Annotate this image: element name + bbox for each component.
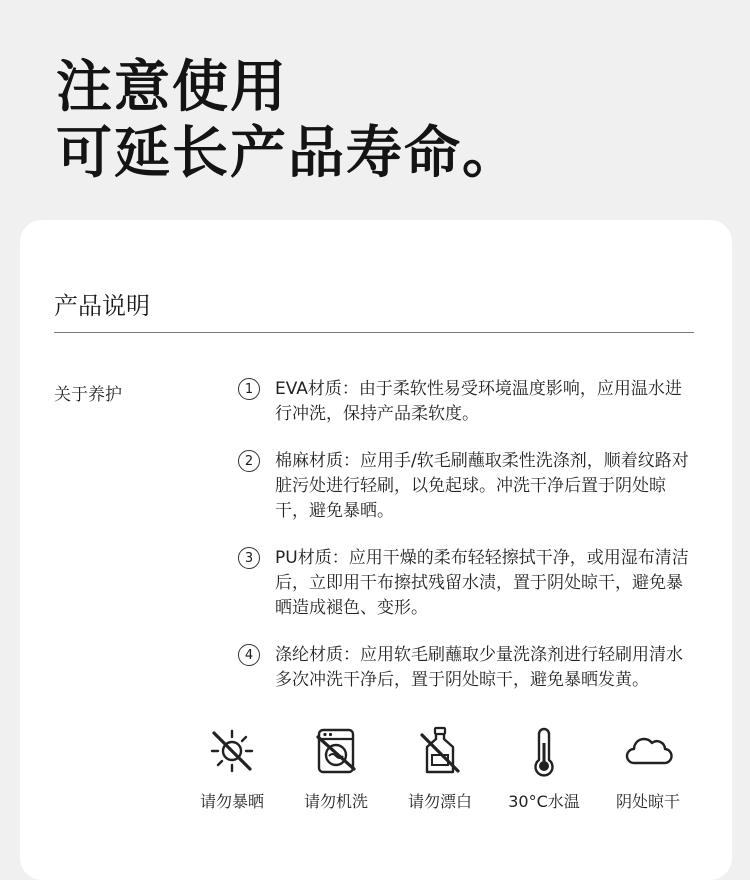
icon-label: 30°C水温 [508,792,580,811]
care-item [238,449,698,524]
no-bleach-icon [414,725,466,777]
care-item-text: PU材质：应用干燥的柔布轻轻擦拭干净，或用湿布清洁后，立即用干布擦拭残留水渍，置于阴处晾干，避免暴晒造成褪色、变形。 [275,548,689,618]
icon-label: 请勿机洗 [303,792,368,811]
icon-label: 请勿暴晒 [199,792,264,811]
care-icon-item [596,725,700,812]
thermometer-icon [518,725,570,777]
circled-number: 2 [238,450,260,472]
no-machine-wash-icon [310,725,362,777]
care-icon-item [388,725,492,812]
care-items-list [238,377,698,715]
icon-label: 阴处晾干 [615,792,680,811]
headline [56,55,520,187]
care-item [238,377,698,427]
care-icon-item [284,725,388,812]
care-icon-item [180,725,284,812]
circled-number: 4 [238,644,260,666]
divider [54,332,694,333]
product-info-card [20,220,732,880]
care-item-text: 棉麻材质：应用手/软毛刷蘸取柔性洗涤剂，顺着纹路对脏污处进行轻刷，以免起球。冲洗干净后置于阴处晾干，避免暴晒。 [275,451,689,521]
cloud-icon [622,725,674,777]
care-item [238,546,698,621]
circled-number: 3 [238,547,260,569]
care-item-text: EVA材质：由于柔软性易受环境温度影响，应用温水进行冲洗，保持产品柔软度。 [275,379,682,424]
care-icon-item [492,725,596,812]
icon-label: 请勿漂白 [407,792,472,811]
care-item-text: 涤纶材质：应用软毛刷蘸取少量洗涤剂进行轻刷用清水多次冲洗干净后，置于阴处晾干，避免暴晒发黄。 [275,645,683,690]
care-label: 关于养护 [54,385,122,405]
circled-number: 1 [238,378,260,400]
no-sun-icon [206,725,258,777]
headline-line-1: 注意使用 [56,55,288,120]
care-icons-row [180,725,700,812]
headline-line-2: 可延长产品寿命。 [56,121,520,186]
care-item [238,643,698,693]
section-title: 产品说明 [54,292,150,320]
